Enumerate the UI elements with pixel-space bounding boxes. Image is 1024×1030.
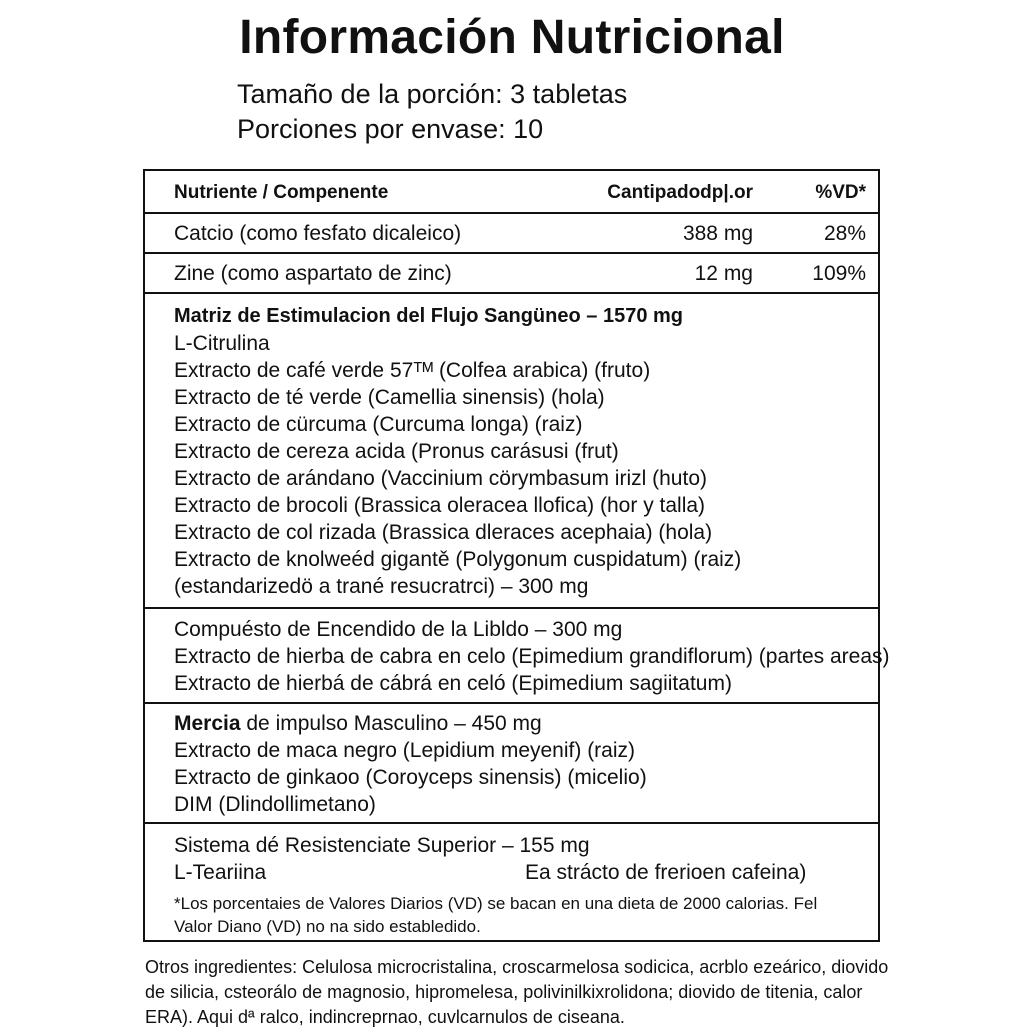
ingredient-line: Extracto de arándano (Vaccinium cörymbasum irizl (huto) xyxy=(174,467,707,490)
block-header xyxy=(145,710,878,737)
nutrient-amount: 388 mg xyxy=(682,222,753,245)
male-drive-block xyxy=(145,704,878,824)
nutrient-amount: 12 mg xyxy=(694,262,753,285)
ingredient-line: Extracto de café verde 57ᵀᴹ (Colfea arabica) (fruto) xyxy=(174,359,651,382)
ingredient-line: (estandarizedö a trané resucratrci) – 300 mg xyxy=(174,575,589,598)
block-header: Compuésto de Encendido de la Libldo – 300 mg xyxy=(174,618,623,641)
ingredient-line: Extracto de hierbá de cábrá en celó (Epimedium sagiitatum) xyxy=(174,672,732,695)
ingredient-pair xyxy=(145,859,878,886)
block-header: Matriz de Estimulacion del Flujo Sangüneo – 1570 mg xyxy=(174,305,683,327)
ingredient-line: DIM (Dlindollimetano) xyxy=(174,793,376,816)
block-header-bold: Mercia xyxy=(174,712,241,735)
ingredient-left: L-Teariina xyxy=(174,861,267,884)
ingredient-line: Extracto de hierba de cabra en celo (Epimedium grandiflorum) (partes areas) xyxy=(174,645,890,668)
table-row xyxy=(145,254,878,294)
nutrient-column-header: Nutriente / Compenente xyxy=(174,182,389,203)
ingredient-line: Extracto de maca negro (Lepidium meyenif) (raiz) xyxy=(174,739,636,762)
block-header-rest: de impulso Masculino – 450 mg xyxy=(240,712,542,735)
nutrient-name: Zine (como aspartato de zinc) xyxy=(174,262,452,285)
ingredient-line: L-Citrulina xyxy=(174,332,270,355)
ingredient-line: Extracto de cürcuma (Curcuma longa) (raiz) xyxy=(174,413,583,436)
block-header: Sistema dé Resistenciate Superior – 155 mg xyxy=(174,834,590,857)
ingredient-line: Extracto de cereza acida (Pronus carásusi (frut) xyxy=(174,440,619,463)
ingredient-line: Extracto de té verde (Camellia sinensis) (hola) xyxy=(174,386,605,409)
page-title: Información Nutricional xyxy=(239,11,785,64)
ingredient-line: Extracto de brocoli (Brassica oleracea llofica) (hor y talla) xyxy=(174,494,706,517)
serving-size: Tamaño de la porción: 3 tabletas xyxy=(237,79,628,109)
nutrition-facts-panel xyxy=(143,169,890,942)
nutrient-dv: 109% xyxy=(812,262,866,285)
other-ingredients: Otros ingredientes: Celulosa microcristalina, croscarmelosa sodicica, acrblo ezeárico, diovido de silicia, csteorálo de magnosio, hipromelesa, polivinilkixrolidona; diovido de titenia, calor ERA). Aqui dª ralco, indincreprnao, cuvlcarnulos de ciseana. xyxy=(145,957,889,1027)
blood-flow-matrix-block xyxy=(145,294,878,609)
libido-compound-block xyxy=(145,609,890,704)
dv-footnote: *Los porcentaies de Valores Diarios (VD) se bacan en una dieta de 2000 calorias. Fel Valor Diano (VD) no na sido establedido. xyxy=(174,894,818,936)
ingredient-line: Extracto de ginkaoo (Coroyceps sinensis) (micelio) xyxy=(174,766,647,789)
nutrient-dv: 28% xyxy=(823,222,866,245)
servings-per-container: Porciones por envase: 10 xyxy=(237,114,544,144)
dv-column-header: %VD* xyxy=(815,182,866,203)
table-row xyxy=(145,214,878,254)
ingredient-line: Extracto de col rizada (Brassica dleraces acephaia) (hola) xyxy=(174,521,713,544)
ingredient-line: Extracto de knolweéd gigantě (Polygonum cuspidatum) (raiz) xyxy=(174,548,742,571)
table-header-row xyxy=(145,171,878,214)
amount-column-header: Cantipadodp|.or xyxy=(607,182,753,203)
endurance-system-block xyxy=(145,824,878,944)
nutrient-name: Catcio (como fesfato dicaleico) xyxy=(174,222,462,245)
ingredient-right: Ea strácto de frerioen cafeina) xyxy=(525,861,807,884)
